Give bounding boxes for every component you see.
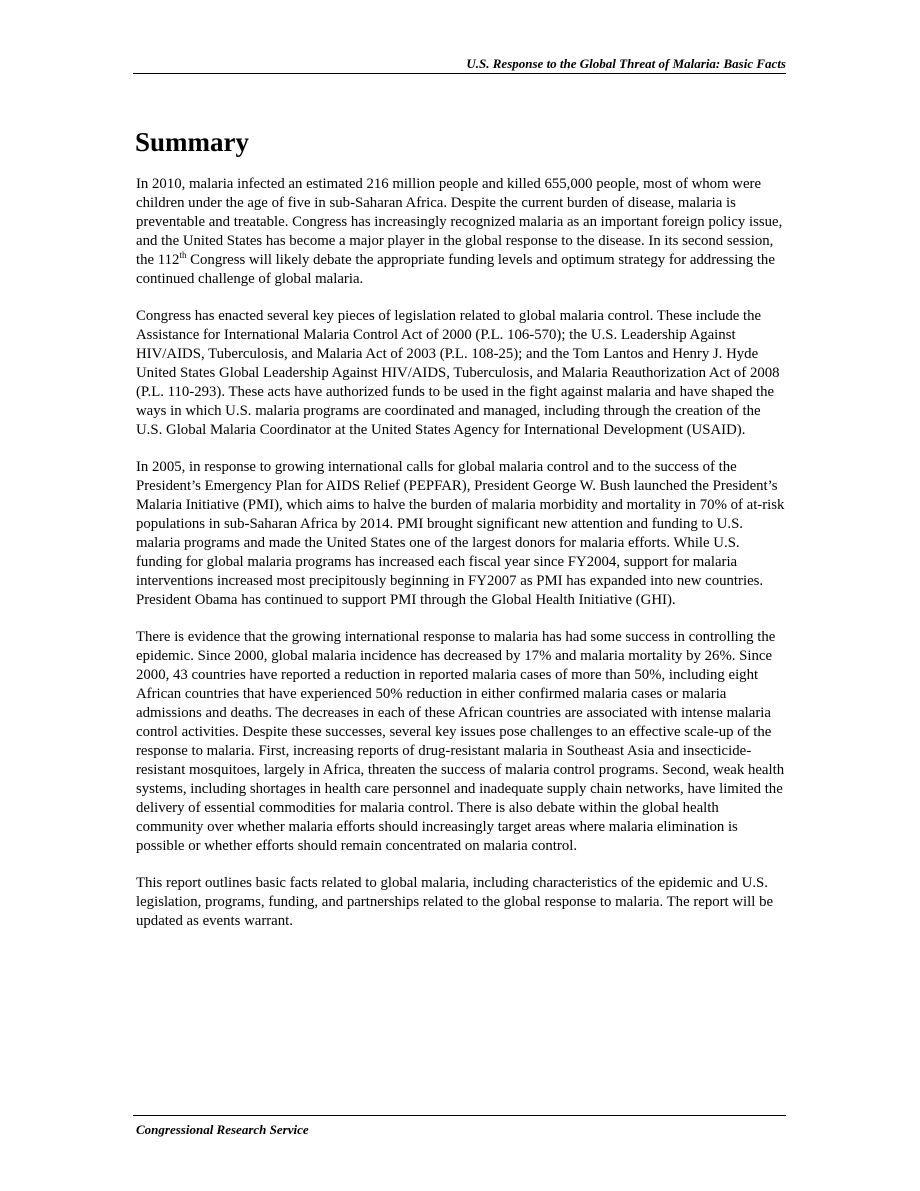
paragraph-3: In 2005, in response to growing international calls for global malaria control and to the success of the President’s Emergency Plan for AIDS Relief (PEPFAR), President George W. Bush launched the President’s Malaria Initiative (PMI), which aims to halve the burden of malaria morbidity and mortality in 70% of at-risk populations in sub-Saharan Africa by 2014. PMI brought significant new attention and funding to U.S. malaria programs and made the United States one of the largest donors for malaria efforts. While U.S. funding for global malaria programs has increased each fiscal year since FY2004, support for malaria interventions increased most precipitously beginning in FY2007 as PMI has expanded into new countries. President Obama has continued to support PMI through the Global Health Initiative (GHI). xyxy=(136,459,785,608)
ordinal-suffix: th xyxy=(179,250,187,260)
footer-rule xyxy=(133,1115,786,1116)
header-rule xyxy=(133,73,786,74)
paragraph-5: This report outlines basic facts related to global malaria, including characteristics of the epidemic and U.S. legislation, programs, funding, and partnerships related to the global response to malaria. The report will be updated as events warrant. xyxy=(136,875,774,929)
footer-source: Congressional Research Service xyxy=(136,1122,309,1137)
paragraph-4: There is evidence that the growing international response to malaria has had some success in controlling the epidemic. Since 2000, global malaria incidence has decreased by 17% and malaria mortality by 26%. Since 2000, 43 countries have reported a reduction in reported malaria cases of more than 50%, including eight African countries that have experienced 50% reduction in either confirmed malaria cases or malaria admissions and deaths. The decreases in each of these African countries are associated with intense malaria control activities. Despite these successes, several key issues pose challenges to an effective scale-up of the response to malaria. First, increasing reports of drug-resistant malaria in Southeast Asia and insecticide-resistant mosquitoes, largely in Africa, threaten the success of malaria control programs. Second, weak health systems, including shortages in health care personnel and inadequate supply chain networks, have limited the delivery of essential commodities for malaria control. There is also debate within the global health community over whether malaria efforts should increasingly target areas where malaria elimination is possible or whether efforts should remain concentrated on malaria control. xyxy=(136,629,785,854)
running-header: U.S. Response to the Global Threat of Malaria: Basic Facts xyxy=(466,56,786,71)
paragraph-1 xyxy=(136,175,786,289)
page-title: Summary xyxy=(135,127,249,157)
paragraph-1-text: In 2010, malaria infected an estimated 216 million people and killed 655,000 people, most of whom were children under the age of five in sub-Saharan Africa. Despite the current burden of disease, malaria is preventable and treatable. Congress has increasingly recognized malaria as an important foreign policy issue, and the United States has become a major player in the global response to the disease. In its second session, the 112 xyxy=(136,176,783,268)
paragraph-2: Congress has enacted several key pieces of legislation related to global malaria control. These include the Assistance for International Malaria Control Act of 2000 (P.L. 106-570); the U.S. Leadership Against HIV/AIDS, Tuberculosis, and Malaria Act of 2003 (P.L. 108-25); and the Tom Lantos and Henry J. Hyde United States Global Leadership Against HIV/AIDS, Tuberculosis, and Malaria Reauthorization Act of 2008 (P.L. 110-293). These acts have authorized funds to be used in the fight against malaria and have shaped the ways in which U.S. malaria programs are coordinated and managed, including through the creation of the U.S. Global Malaria Coordinator at the United States Agency for International Development (USAID). xyxy=(136,308,780,438)
paragraph-1-text-cont: Congress will likely debate the appropriate funding levels and optimum strategy for addressing the continued challenge of global malaria. xyxy=(136,252,775,287)
summary-body xyxy=(136,175,786,931)
